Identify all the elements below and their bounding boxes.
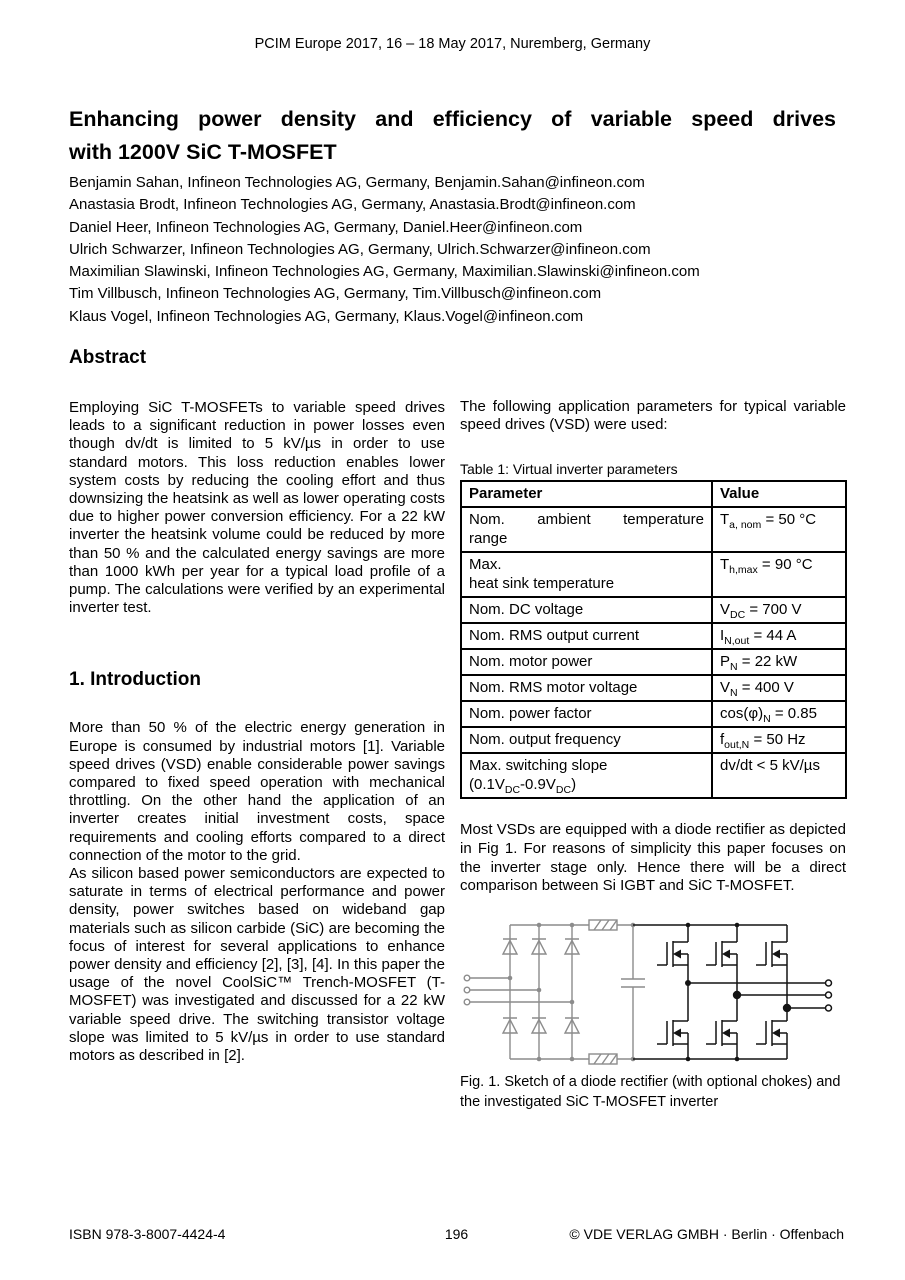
author-line: Ulrich Schwarzer, Infineon Technologies AG, Germany, Ulrich.Schwarzer@infineon.com [69, 240, 651, 258]
mosfet-icon [706, 1020, 737, 1046]
author-line: Tim Villbusch, Infineon Technologies AG, Germany, Tim.Villbusch@infineon.com [69, 285, 602, 303]
paper-title-line-2: with 1200V SiC T-MOSFET [69, 140, 337, 164]
inverter-rails [633, 925, 787, 1059]
left-column [69, 347, 445, 1065]
output-terminal-icon [826, 992, 832, 998]
table-row [461, 649, 846, 675]
after-table-paragraph: Most VSDs are equipped with a diode rectifier as depicted in Fig 1. For reasons of simplicity this paper focuses on the inverter stage only. Hence there will be a direct comparison between Si IGBT and SiC T-MOSFET. [460, 821, 846, 895]
table-row [461, 701, 846, 727]
value-cell: $I_{N,out} = 44$ A [712, 623, 846, 649]
input-terminal-icon [464, 987, 470, 993]
authors [69, 172, 849, 328]
choke-icon [589, 1054, 617, 1064]
mosfet-icon [756, 1020, 787, 1046]
parameter-cell: Nom. motor power [461, 649, 712, 675]
figure-caption: Fig. 1. Sketch of a diode rectifier (with optional chokes) and the investigated SiC T-MOSFET inverter [460, 1073, 841, 1110]
parameter-cell: Max. heat sink temperature [461, 552, 712, 597]
parameter-cell: Nom. ambient temperature range [461, 507, 712, 552]
table-body [461, 507, 846, 798]
parameter-cell: Nom. output frequency [461, 727, 712, 753]
mosfet-icon [657, 941, 688, 967]
choke-icon [589, 920, 617, 930]
mosfet-icon [756, 941, 787, 967]
section-heading-abstract: Abstract [69, 347, 147, 368]
figure-1 [460, 912, 846, 1070]
table-row [461, 727, 846, 753]
parameter-cell: Nom. RMS motor voltage [461, 675, 712, 701]
ac-input-leads [470, 978, 572, 1002]
diode-rectifier-section [464, 920, 645, 1064]
input-terminal-icon [464, 999, 470, 1005]
author-line: Maximilian Slawinski, Infineon Technologies AG, Germany, Maximilian.Slawinski@infineon.com [69, 263, 700, 281]
value-cell: $f_{out,N} = 50$ Hz [712, 727, 846, 753]
intro-paragraph-2: As silicon based power semiconductors are expected to saturate in terms of electrical performance and power density, power switches based on wideband gap materials such as silicon carbide (SiC) are becoming the focus of interest for several applications to enhance power density and efficiency [2], [3], [4]. In this paper the usage of the novel CoolSiC™ Trench-MOSFET (T-MOSFET) was investigated and discussed for a 22 kW variable speed drive. The switching transistor voltage slope was limited to 5 kV/µs in order to use standard motors as described in [2]. [69, 865, 445, 1065]
mosfet-inverter-section [633, 925, 832, 1059]
table-row [461, 507, 846, 552]
intro-paragraph-1: More than 50 % of the electric energy generation in Europe is consumed by industrial motors [1]. Variable speed drives (VSD) enable considerable power savings compared to fixed speed operation with mechanical throttling. On the other hand the application of an inverter creates initial investment costs, space requirements and cooling efforts compared to a direct connection of the motor to the grid. [69, 719, 445, 864]
author-line: Daniel Heer, Infineon Technologies AG, Germany, Daniel.Heer@infineon.com [69, 218, 583, 236]
value-cell: $T_{a, nom} = 50$ °C [712, 507, 846, 552]
parameter-cell: Nom. DC voltage [461, 597, 712, 623]
table-row [461, 675, 846, 701]
lead-paragraph: The following application parameters for typical variable speed drives (VSD) were used: [460, 398, 846, 434]
table-row [461, 597, 846, 623]
output-terminal-icon [826, 980, 832, 986]
output-lines [688, 983, 828, 1008]
inverter-junction-dots [673, 922, 791, 1061]
conference-header: PCIM Europe 2017, 16 – 18 May 2017, Nuremberg, Germany [254, 36, 651, 52]
page-footer [69, 1226, 844, 1242]
dc-link-capacitor-icon [621, 925, 645, 1059]
mosfet-icon [706, 941, 737, 967]
value-cell: dv/dt < 5 kV/µs [712, 753, 846, 798]
parameter-cell: Nom. power factor [461, 701, 712, 727]
parameters-table [460, 480, 847, 799]
author-line: Anastasia Brodt, Infineon Technologies AG, Germany, Anastasia.Brodt@infineon.com [69, 196, 636, 214]
value-cell: $T_{h,max} = 90$ °C [712, 552, 846, 597]
paper-title-line-1: Enhancing power density and efficiency of variable speed drives [69, 107, 836, 131]
paper-title [69, 103, 836, 169]
table-row [461, 552, 846, 597]
diode-icon [503, 1018, 579, 1033]
table-row [461, 623, 846, 649]
table-header-row [461, 481, 846, 507]
figure-1-circuit-diagram [460, 912, 846, 1070]
table-row [461, 753, 846, 798]
table-caption: Table 1: Virtual inverter parameters [460, 461, 678, 478]
abstract-text: Employing SiC T-MOSFETs to variable speed drives leads to a significant reduction in power losses even though dv/dt is limited to 5 kV/µs in order to use standard motors. This loss reduction enables lower system costs by reducing the cooling effort and thus downsizing the heatsink as well as lower operating costs due to higher power conversion efficiency. For a 22 kW inverter the heatsink volume could be reduced by more than 50 % and the calculated energy savings are more than 1000 kWh per year for a typical load profile of a pump. The calculations were verified by an experimental inverter test. [69, 399, 445, 617]
footer-page-number: 196 [444, 1226, 469, 1242]
parameter-cell: Max. switching slope $(0.1V_{DC}-0.9V_{DC})$ [461, 753, 712, 798]
value-cell: $P_N = 22$ kW [712, 649, 846, 675]
author-line: Klaus Vogel, Infineon Technologies AG, Germany, Klaus.Vogel@infineon.com [69, 307, 584, 325]
value-cell: $\cos(\varphi)_N = 0.85$ [712, 701, 846, 727]
diode-icon [503, 939, 579, 954]
section-heading-introduction: 1. Introduction [69, 669, 201, 691]
parameter-cell: Nom. RMS output current [461, 623, 712, 649]
right-column [460, 398, 846, 1112]
table-header-parameter: Parameter [461, 481, 712, 507]
table-header-value: Value [712, 481, 846, 507]
mosfet-icon [657, 1020, 688, 1046]
input-terminal-icon [464, 975, 470, 981]
value-cell: $V_{DC} = 700$ V [712, 597, 846, 623]
value-cell: $V_N = 400$ V [712, 675, 846, 701]
output-terminal-icon [826, 1005, 832, 1011]
footer-isbn: ISBN 978-3-8007-4424-4 [69, 1226, 226, 1242]
footer-publisher: © VDE VERLAG GMBH · Berlin · Offenbach [569, 1226, 845, 1242]
author-line: Benjamin Sahan, Infineon Technologies AG, Germany, Benjamin.Sahan@infineon.com [69, 174, 645, 191]
